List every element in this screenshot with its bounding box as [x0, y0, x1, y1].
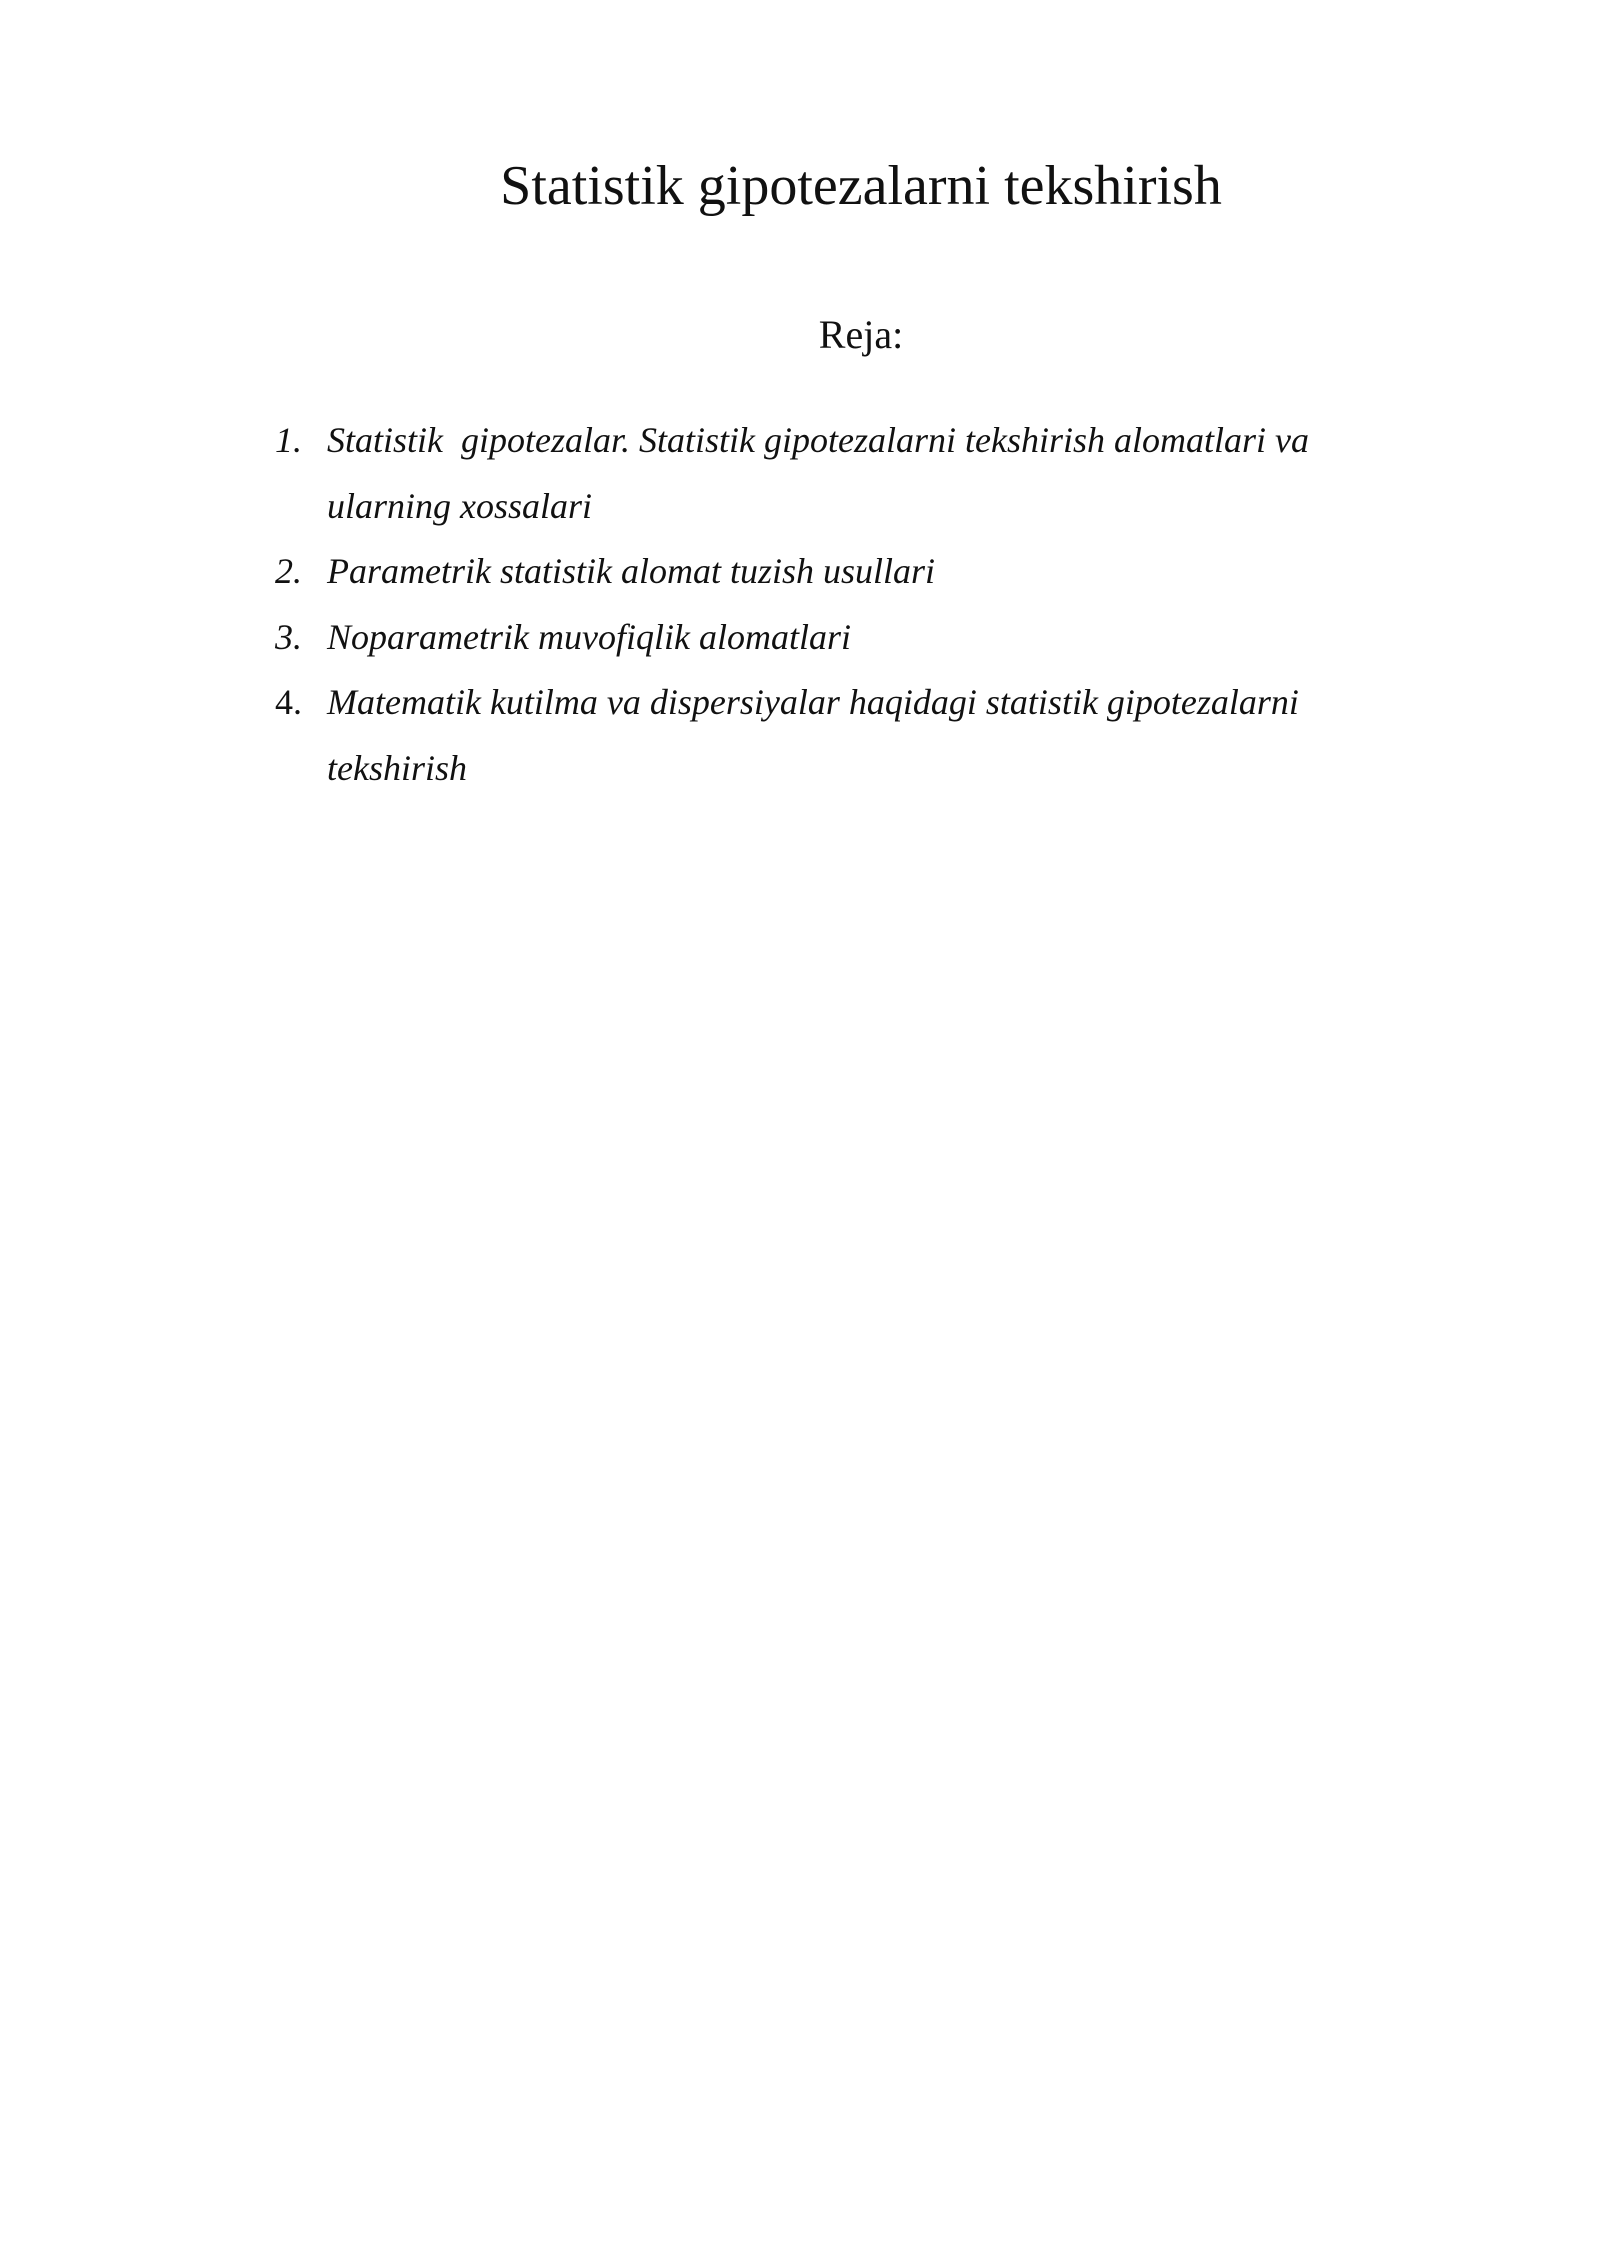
plan-item-line: Noparametrik muvofiqlik alomatlari: [327, 616, 851, 657]
plan-item-number: 2.: [275, 551, 302, 591]
plan-item-line: ularning xossalari: [327, 485, 593, 526]
plan-item-1: [275, 408, 1375, 539]
plan-item-3: [275, 605, 1375, 671]
plan-item-line: Statistik gipotezalar. Statistik gipotezalarni tekshirish alomatlari va: [327, 420, 1310, 460]
plan-list: [275, 408, 1375, 801]
plan-item-4: [275, 670, 1375, 801]
plan-item-line: Parametrik statistik alomat tuzish usullari: [327, 551, 936, 591]
page-title-text: Statistik gipotezalarni tekshirish: [500, 155, 1222, 217]
plan-item-number: 1.: [275, 420, 302, 460]
plan-item-2: [275, 539, 1375, 605]
plan-heading-text: Reja:: [818, 312, 904, 357]
plan-item-line: tekshirish: [327, 747, 467, 788]
plan-item-line: Matematik kutilma va dispersiyalar haqidagi statistik gipotezalarni: [327, 682, 1299, 722]
plan-item-number: 4.: [275, 682, 302, 722]
plan-heading: [0, 305, 1600, 365]
plan-item-number: 3.: [275, 616, 302, 657]
page-title: [0, 150, 1600, 222]
